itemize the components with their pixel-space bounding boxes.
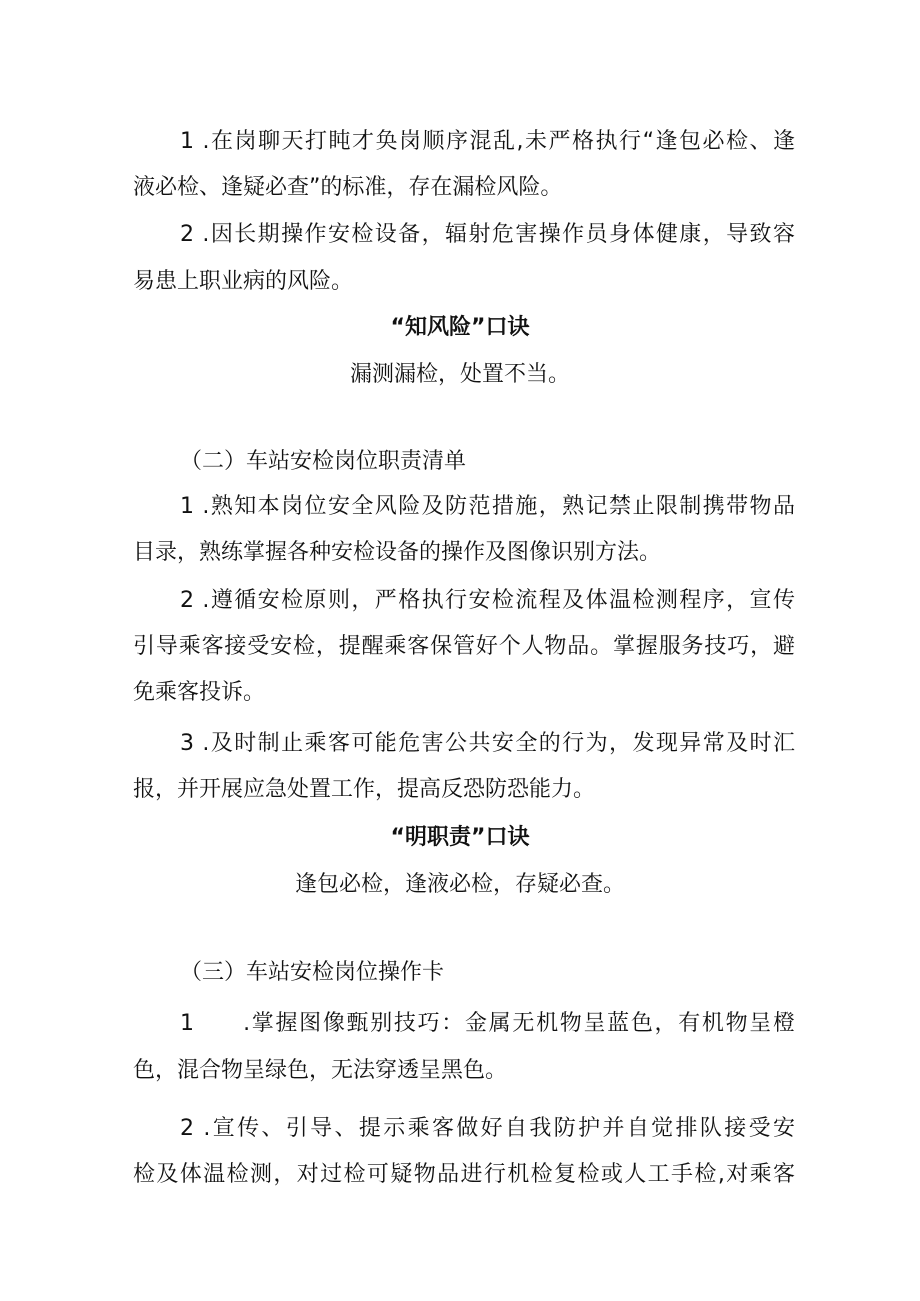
duty-item-1-line-1: 1 .熟知本岗位安全风险及防范措施，熟记禁止限制携带物品: [180, 494, 795, 519]
duty-item-3-line-1: 3 .及时制止乘客可能危害公共安全的行为，发现异常及时汇: [180, 731, 795, 756]
duty-item-2-line-2: 引导乘客接受安检，提醒乘客保管好个人物品。掌握服务技巧，避: [133, 634, 795, 659]
duty-section-heading: （二）车站安检岗位职责清单: [180, 449, 467, 474]
risk-slogan: 漏测漏检，处置不当。: [349, 362, 570, 387]
risk-item-2-line-1: 2 .因长期操作安检设备，辐射危害操作员身体健康，导致容: [180, 222, 795, 247]
operation-item-1-line-2: 色，混合物呈绿色，无法穿透呈黑色。: [133, 1058, 508, 1083]
duty-slogan-title: “明职责”口诀: [390, 825, 530, 850]
duty-item-3-line-2: 报，并开展应急处置工作，提高反恐防恐能力。: [133, 777, 596, 802]
duty-item-1-line-2: 目录，熟练掌握各种安检设备的操作及图像识别方法。: [133, 540, 662, 565]
risk-item-1-line-2: 液必检、逢疑必查”的标准，存在漏检风险。: [133, 175, 563, 200]
duty-item-2-line-3: 免乘客投诉。: [133, 680, 266, 705]
operation-section-heading: （三）车站安检岗位操作卡: [180, 960, 445, 985]
duty-item-2-line-1: 2 .遵循安检原则，严格执行安检流程及体温检测程序，宣传: [180, 588, 795, 613]
duty-slogan: 逢包必检，逢液必检，存疑必查。: [294, 872, 625, 897]
risk-item-1-line-1: 1 .在岗聊天打盹才奂岗顺序混乱,未严格执行“逢包必检、逢: [180, 129, 795, 154]
operation-item-1-line-1: 1 .掌握图像甄别技巧：金属无机物呈蓝色，有机物呈橙: [180, 1011, 795, 1036]
risk-item-2-line-2: 易患上职业病的风险。: [133, 269, 354, 294]
risk-slogan-title: “知风险”口诀: [390, 315, 530, 340]
operation-item-2-line-1: 2 .宣传、引导、提示乘客做好自我防护并自觉排队接受安: [180, 1116, 795, 1141]
operation-item-2-line-2: 检及体温检测，对过检可疑物品进行机检复检或人工手检,对乘客: [133, 1162, 795, 1187]
